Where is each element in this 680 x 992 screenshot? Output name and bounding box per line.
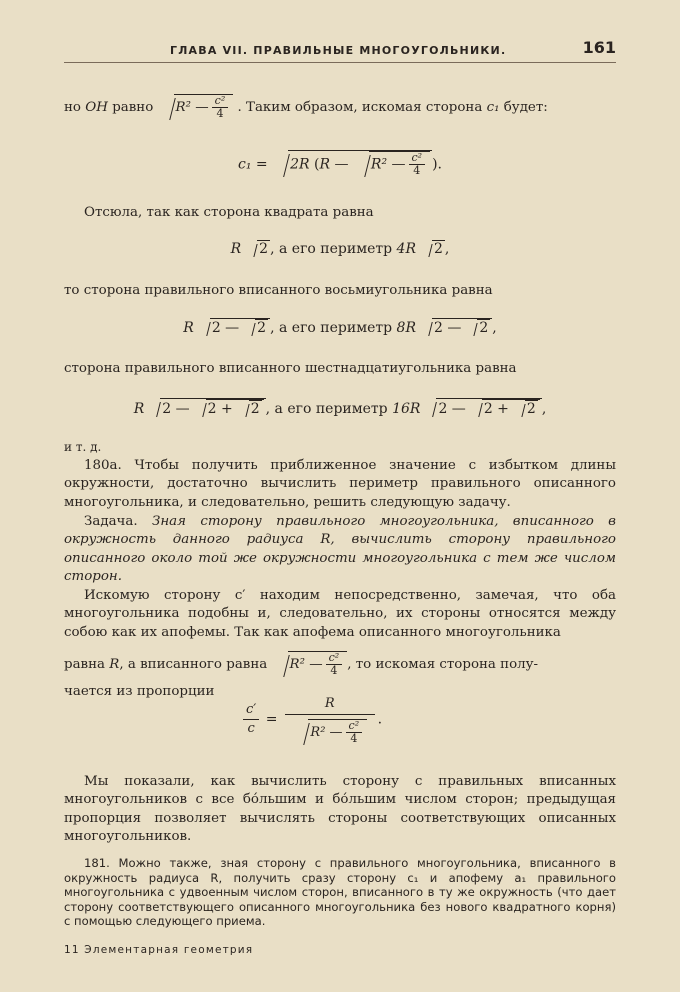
page-footer: 11 Элементарная геометрия (64, 944, 254, 956)
text-line-apothem: равна R, а вписанного равна R² — $\frac{\text{c²}}{4}$ , то искомая сторона полу- (64, 651, 539, 677)
text-line: сторона правильного вписанного шестнадцатиугольника равна (64, 361, 517, 376)
chapter-title: ГЛАВА VII. ПРАВИЛЬНЫЕ МНОГОУГОЛЬНИКИ. (170, 44, 507, 57)
paragraph-side: Искомую сторону c′ находим непосредственно, замечая, что оба многоугольника подобны и, следовательно, их стороны относятся между собою как их апофемы. Так как апофема описанного многоугольника (64, 588, 616, 640)
paragraph-summary: Мы показали, как вычислить сторону c правильных вписанных многоугольников с все бо́льшим и бо́льшим числом сторон; предыдущая пропорция позволяет вычислять стороны соответствующих описанных многоугольников. (64, 774, 616, 845)
text-line: Отсюла, так как сторона квадрата равна (84, 205, 374, 220)
formula-16gon: R 2 — 2 + 2 , а его периметр 16R 2 — 2 + 2 , (0, 398, 680, 417)
paragraph-180a: 180а. Чтобы получить приближенное значение с избытком длины окружности, достаточно вычислить периметр правильного описанного многоугольника, и следовательно, решить следующую задачу. (64, 458, 616, 510)
formula-octagon: R 2 — 2 , а его периметр 8R 2 — 2 , (183, 320, 497, 336)
paragraph-task: Задача. Зная сторону правильного многоугольника, вписанного в окружность данного радиуса R, вычислить сторону правильного описанного около той же окружности многоугольника с тем же числом сторон. (64, 514, 616, 585)
text-line-oh: но OH равно R² — $\frac{\text{c²}}{4}$ . Таким образом, искомая сторона c₁ будет: (64, 94, 548, 120)
paragraph-181: 181. Можно также, зная сторону c правильного многоугольника, вписанного в окружность радиуса R, получить сразу сторону c₁ и апофему a₁ правильного многоугольника с удвоенным числом сторон, вписанного в ту же окружность (что дает сторону соответствующего описанного многоугольника без нового квадратного корня) с помощью следующего приема. (64, 856, 616, 929)
page-number: 161 (582, 38, 616, 57)
formula-square: R 2 , а его периметр 4R 2 , (230, 241, 450, 257)
header-rule (64, 62, 616, 63)
text-line: то сторона правильного вписанного восьмиугольника равна (64, 283, 493, 298)
formula-c1: c₁ = 2R (R — R² — $\frac{\text{c²}}{4}$ ). (237, 151, 443, 177)
text-line: чается из пропорции (64, 684, 215, 699)
text-line: и т. д. (64, 440, 102, 454)
radical: R² — $\frac{\text{c²}}{4}$ (160, 94, 234, 120)
formula-proportion: $\frac{c'}{c}$ = R R² — $\frac{\text{c²}}{4}$ . (240, 694, 382, 745)
